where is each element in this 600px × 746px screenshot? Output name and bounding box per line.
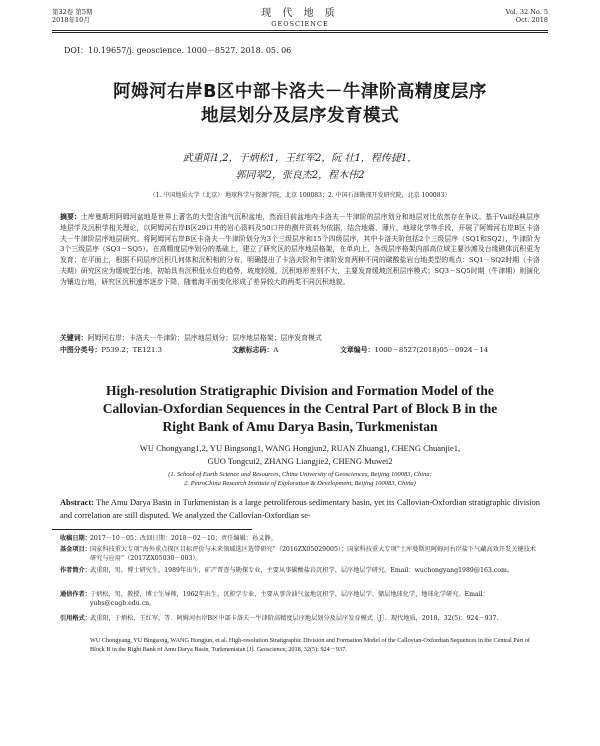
abstract-en-text: The Amu Darya Basin in Turkmenistan is a large petroliferous sedimentary basin, yet its Callovian-Oxfordian stratigraphic division and correlation are still disputed. We analyzed the Callovian-Oxfordian se- bbox=[60, 498, 540, 520]
footnote-text: WU Chongyang, YU Bingsong, WANG Hongjun, et al. High-resolution Stratigraphic Division and Formation Model of the Callovian-Oxfordian Sequences in the Central Part of Block B in the Right Bank of Amu Darya Basin, Turkmenistan [J]. Geoscience, 2018, 32(5): 924－937. bbox=[90, 637, 530, 653]
footnote-label: 作者简介： bbox=[60, 567, 91, 574]
abstract-cn-label: 摘要： bbox=[60, 213, 81, 221]
footnote-text: 武重阳，男，博士研究生，1989年出生，矿产普查与勘探专业，主要从事碳酸盐岩沉积学、层序地层学研究。Email：wuchongyang1989@163.com。 bbox=[90, 567, 514, 574]
code-label: 文献标志码： bbox=[232, 346, 274, 354]
authors-en bbox=[52, 442, 548, 468]
footnote-label: 收稿日期： bbox=[60, 535, 91, 542]
header-rule bbox=[52, 30, 548, 31]
header-rule-thin bbox=[52, 32, 548, 33]
keywords-cn-label: 关键词： bbox=[60, 334, 88, 342]
title-cn-line2: 地层划分及层序发育模式 bbox=[201, 106, 399, 126]
header-right bbox=[506, 8, 548, 24]
title-en-line3: Right Bank of Amu Darya Basin, Turkmenistan bbox=[162, 419, 438, 434]
title-en-line2: Callovian-Oxfordian Sequences in the Central Part of Block B in the bbox=[102, 401, 498, 416]
abstract-en-label: Abstract: bbox=[60, 498, 94, 507]
footnote-text: 国家科技重大专项“海外重点探区目标评价与未来领域选区选带研究”（2016ZX05029005）；国家科技重大专项“土库曼斯坦阿姆河右岸盐下气藏高效开发关键技术研究与应用”（2017ZX05030－003）。 bbox=[90, 546, 536, 562]
document-code bbox=[232, 345, 278, 356]
journal-name bbox=[52, 8, 548, 28]
doi: DOI：10.19657/j. geoscience. 1000－8527. 2018. 05. 06 bbox=[64, 46, 292, 55]
code-value: A bbox=[273, 346, 279, 354]
clc-number bbox=[60, 345, 162, 356]
abstract-en bbox=[60, 496, 540, 522]
authors-cn-line1: 武重阳1,2，于炳松1，王红军2，阮 壮1，程传捷1， bbox=[182, 153, 418, 164]
article-label: 文章编号： bbox=[340, 346, 375, 354]
keywords-cn-text: 阿姆河右岸；卡洛夫－牛津阶；层序地层划分；层序地层格架；层序发育模式 bbox=[87, 334, 322, 342]
authors-cn bbox=[52, 150, 548, 184]
title-cn-line1: 阿姆河右岸B区中部卡洛夫－牛津阶高精度层序 bbox=[113, 82, 487, 102]
footnote-funding bbox=[60, 545, 542, 563]
authors-en-line1: WU Chongyang1,2, YU Bingsong1, WANG Hongjun2, RUAN Zhuang1, CHENG Chuanjie1, bbox=[139, 443, 461, 453]
title-cn bbox=[52, 80, 548, 128]
footnote-text: 2017－10－05；改回日期：2018－02－10；责任编辑：孙义静。 bbox=[90, 535, 277, 542]
journal-name-cn: 现 代 地 质 bbox=[261, 8, 339, 19]
date-cn: 2018年10月 bbox=[52, 16, 90, 24]
footnote-label: 通信作者： bbox=[60, 591, 91, 598]
clc-value: P539.2；TE121.3 bbox=[101, 346, 162, 354]
authors-cn-line2: 郭同翠2，张良杰2，程木伟2 bbox=[235, 170, 365, 181]
running-header bbox=[52, 8, 548, 30]
clc-label: 中图分类号： bbox=[60, 346, 102, 354]
affiliation-cn: （1. 中国地质大学（北京） 地球科学与资源学院，北京 100083；2. 中国石油勘探开发研究院，北京 100083） bbox=[149, 192, 451, 199]
footnote-citation-en bbox=[60, 636, 542, 654]
authors-en-line2: GUO Tongcui2, ZHANG Liangjie2, CHENG Muwei2 bbox=[207, 456, 393, 466]
footnote-text: 武重阳，于炳松，王红军，等．阿姆河右岸B区中部卡洛夫－牛津阶高精度层序地层划分及层序发育模式［J］．现代地质，2018，32(5)：924－937. bbox=[90, 615, 499, 622]
abstract-cn bbox=[60, 212, 540, 288]
article-number bbox=[340, 345, 488, 356]
title-en-line1: High-resolution Stratigraphic Division and Formation Model of the bbox=[106, 383, 494, 398]
footnote-text: 于炳松，男，教授，博士生导师，1962年出生，沉积学专业，主要从事含油气盆地沉积学、层序地层学、储层地球化学、地球化学研究。Email：yubs@cugb.edu.cn。 bbox=[90, 591, 489, 607]
footnote-author-bio bbox=[60, 566, 542, 575]
title-en bbox=[52, 382, 548, 436]
date-en: Oct. 2018 bbox=[515, 16, 548, 24]
volume-en: Vol. 32 No. 5 bbox=[505, 8, 548, 16]
journal-name-en: GEOSCIENCE bbox=[271, 20, 329, 28]
footnote-rule bbox=[52, 529, 252, 530]
volume-cn: 第32卷 第5期 bbox=[52, 8, 93, 16]
affiliation-en bbox=[52, 470, 548, 488]
abstract-cn-text: 土库曼斯坦阿姆河盆地是世界上著名的大型含油气沉积盆地，然而目前盆地内卡洛夫－牛津阶的层序划分和地层对比依然存在争议。基于Vail经典层序地层学及沉积学相关理论，以阿姆河右岸B区29口井的岩心资料及50口井的测井资料为依据，结合地震、薄片、地球化学等手段，开展了阿姆河右岸B区卡洛夫－牛津阶层序地层研究。将阿姆河右岸B区卡洛夫－牛津阶划分为3个三级层序和15个四级层序，其中卡洛夫阶包括2个三级层序（SQ1和SQ2），牛津阶为3个三级层序（SQ3－SQ5）。在高精度层序划分的基础上，建立了研究区的层序地层格架，在单向上，各级层序格架内部高位域主要沙滩及台缘礁体沉积更为发育；在平面上，根据不同层序沉积几何体和沉积相的分布，明确提出了卡洛夫阶和牛津阶发育两种不同的碳酸盐岩台地类型的观点：SQ1－SQ2时期（卡洛夫期）研究区应为缓坡型台地，初始具有沉积低水位的趋势，坡度较缓，沉积地形差别不大，主要发育缓坡沉积层序模式；SQ3－SQ5时期（牛津期）则演化为镶边台地，研究区沉积速率逐步下降，随着海平面变化形成了差异较大的两类不同沉积地貌。 bbox=[60, 213, 540, 286]
keywords-cn bbox=[60, 333, 540, 344]
footnote-citation-cn bbox=[60, 614, 542, 623]
footnote-label: 基金项目： bbox=[60, 546, 91, 553]
footnote-corresponding bbox=[60, 590, 542, 608]
affiliation-en-line1: (1. School of Earth Science and Resources, China University of Geosciences, Beijing 100083, China; bbox=[168, 471, 432, 478]
footnote-label: 引用格式： bbox=[60, 615, 91, 622]
article-value: 1000－8527(2018)05－0924－14 bbox=[374, 346, 489, 354]
affiliation-en-line2: 2. PetroChina Research Institute of Exploration & Development, Beijing 100083, China) bbox=[184, 480, 416, 487]
footnote-received bbox=[60, 534, 542, 543]
